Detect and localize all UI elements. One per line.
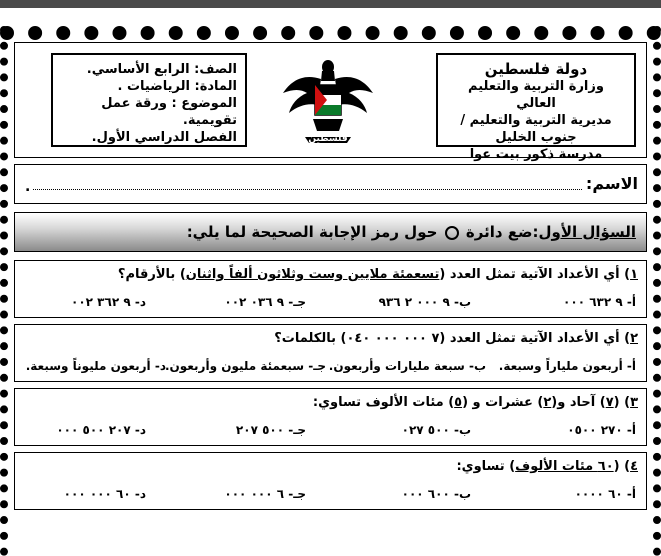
option-b[interactable]: ب- ٥٠٠ ٠٢٧ <box>401 423 471 437</box>
option-c[interactable]: جـ- ٩ ٠٣٦ ٠٠٢ <box>224 295 306 309</box>
section-header <box>14 212 647 252</box>
question-text <box>23 395 638 410</box>
section-title-line <box>187 223 636 241</box>
options-row <box>25 423 636 441</box>
question-number: ٢ <box>630 331 638 346</box>
question-mid-1: ) آحاد و( <box>551 395 606 410</box>
question-post: ) بالأرقام؟ <box>117 267 186 282</box>
question-number: ٤ <box>630 459 638 474</box>
option-a[interactable]: أ- ٦٠ ٠٠٠٠ <box>574 487 636 501</box>
option-a[interactable]: أ- ٢٧٠ ٠٥٠٠ <box>567 423 636 437</box>
question-number: ٣ <box>630 395 638 410</box>
question-post: ) تساوي: <box>456 459 516 474</box>
question-pre: ) ( <box>613 395 631 410</box>
name-label: الاسم: <box>585 174 638 193</box>
worksheet <box>14 42 647 542</box>
question-2 <box>14 324 647 382</box>
name-field[interactable] <box>33 189 582 190</box>
option-c[interactable]: جـ- ٦ ٠٠٠ ٠٠٠ <box>224 487 306 501</box>
emblem-text: فلسطين <box>308 134 348 144</box>
option-d[interactable]: د- ٢٠٧ ٥٠٠ ٠٠٠ <box>56 423 146 437</box>
option-b[interactable]: ب- ٩ ٠٠٠ ٢ ٩٣٦ <box>378 295 471 309</box>
circle-icon <box>445 226 459 240</box>
section-instruction-b: حول رمز الإجابة الصحيحة لما يلي: <box>186 223 438 241</box>
option-a[interactable]: أ- أربعون ملياراً وسبعة. <box>498 359 636 373</box>
section-title: السؤال الأول <box>538 223 636 241</box>
question-pre: ) أي الأعداد الآتية تمثل العدد ( <box>439 331 631 346</box>
ministry-name: وزارة التربية والتعليم العالي <box>468 79 604 111</box>
option-d[interactable]: د- ٦٠ ٠٠٠ ٠٠٠ <box>63 487 146 501</box>
directorate-name: مديرية التربية والتعليم / جنوب الخليل <box>460 113 612 145</box>
question-pre: ) أي الأعداد الآتية تمثل العدد ( <box>439 267 631 282</box>
question-pre: ) ( <box>613 459 631 474</box>
question-1 <box>14 260 647 318</box>
school-name: مدرسة ذكور بيت عوا <box>469 147 603 162</box>
option-a[interactable]: أ- ٩ ٦٣٢ ٠٠٠ <box>563 295 636 309</box>
school-info-box <box>436 53 636 162</box>
question-post: ) مئات الألوف تساوي: <box>312 395 455 410</box>
options-row <box>25 359 636 377</box>
name-end-dot: . <box>25 179 31 195</box>
question-number: ١ <box>630 267 638 282</box>
semester-label: الفصل الدراسي الأول. <box>91 130 237 145</box>
option-b[interactable]: ب- ٦٠٠ ٠٠٠ <box>401 487 471 501</box>
options-row <box>25 487 636 505</box>
worksheet-info-box <box>51 53 247 147</box>
topic-label: الموضوع : ورقة عمل تقويمية. <box>101 96 237 128</box>
question-text <box>23 459 638 474</box>
question-mid-2: ) عشرات و ( <box>462 395 544 410</box>
digit-tens: ٢ <box>543 395 552 410</box>
country-name: دولة فلسطين <box>484 60 588 78</box>
option-b[interactable]: ب- سبعة مليارات وأربعون. <box>328 359 486 373</box>
question-post: ) بالكلمات؟ <box>274 331 347 346</box>
options-row <box>25 295 636 313</box>
digit-hundred-thousands: ٥ <box>454 395 463 410</box>
question-text <box>23 267 638 282</box>
question-highlight: تسعمئة ملايين وست وثلاثون ألفاً واثنان <box>185 267 440 282</box>
subject-label: المادة: الرياضيات . <box>117 79 237 94</box>
question-3 <box>14 388 647 446</box>
option-d[interactable]: د- أربعون مليوناً وسبعة. <box>25 359 166 373</box>
section-instruction-a: :ضع دائرة <box>465 223 539 241</box>
grade-label: الصف: الرابع الأساسي. <box>86 62 237 77</box>
palestine-eagle-emblem-icon <box>273 53 383 149</box>
digit-ones: ٧ <box>605 395 614 410</box>
question-4 <box>14 452 647 510</box>
question-highlight: ٦٠ مئات الألوف <box>515 459 614 474</box>
worksheet-header <box>14 42 647 162</box>
question-highlight: ٧ ٠٠٠ ٠٠٠ ٠٤٠ <box>346 331 440 346</box>
question-text <box>23 331 638 346</box>
name-row <box>14 164 647 204</box>
top-bar <box>0 0 661 8</box>
option-c[interactable]: جـ- ٥٠٠ ٢٠٧ <box>235 423 306 437</box>
option-c[interactable]: جـ- سبعمئة مليون وأربعون. <box>164 359 326 373</box>
option-d[interactable]: د- ٩ ٣٦٢ ٠٠٢ <box>71 295 146 309</box>
